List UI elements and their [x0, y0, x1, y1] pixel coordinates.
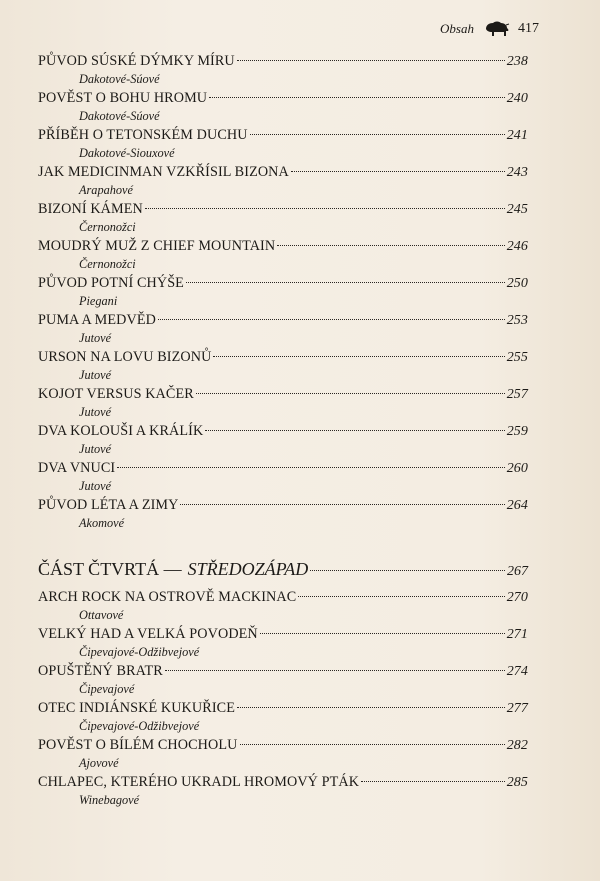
leader-dots: [180, 504, 504, 505]
toc-part-3: [38, 52, 528, 531]
table-of-contents: [38, 52, 528, 810]
leader-dots: [213, 356, 504, 357]
entry-tribe: Jutové: [79, 442, 112, 456]
leader-dots: [165, 670, 505, 671]
leader-dots: [237, 707, 505, 708]
toc-entry[interactable]: [38, 736, 528, 771]
entry-tribe: Dakotové-Súové: [79, 109, 160, 123]
entry-tribe: Piegani: [79, 294, 118, 308]
entry-line: [38, 422, 528, 441]
entry-line: [38, 385, 528, 404]
entry-tribe: Jutové: [79, 331, 112, 345]
entry-line: [38, 736, 528, 755]
leader-dots: [277, 245, 504, 246]
entry-tribe: Arapahové: [79, 183, 133, 197]
entry-line: [38, 699, 528, 718]
entry-page-number: 250: [506, 276, 528, 291]
toc-entry[interactable]: [38, 126, 528, 161]
entry-page-number: 274: [506, 664, 528, 679]
toc-entry[interactable]: [38, 237, 528, 272]
entry-page-number: 282: [506, 738, 528, 753]
entry-tribe: Jutové: [79, 405, 112, 419]
entry-line: [38, 773, 528, 792]
entry-title: POVĚST O BÍLÉM CHOCHOLU: [38, 737, 238, 753]
leader-dots: [237, 60, 505, 61]
entry-title: PŮVOD LÉTA A ZIMY: [38, 497, 179, 513]
toc-entry[interactable]: [38, 459, 528, 494]
toc-entry[interactable]: [38, 662, 528, 697]
entry-tribe: Ottavové: [79, 608, 124, 622]
toc-entry[interactable]: [38, 773, 528, 808]
entry-tribe: Winebagové: [79, 793, 140, 807]
entry-line: [38, 200, 528, 219]
entry-page-number: 270: [506, 590, 528, 605]
section-title: ČÁST ČTVRTÁ —: [38, 559, 182, 579]
entry-title: URSON NA LOVU BIZONŮ: [38, 349, 212, 365]
toc-entry[interactable]: [38, 625, 528, 660]
entry-tribe: Čipevajové-Odžibvejové: [79, 719, 200, 733]
entry-tribe: Čipevajové: [79, 682, 135, 696]
toc-entry[interactable]: [38, 588, 528, 623]
entry-tribe: Jutové: [79, 368, 112, 382]
entry-title: CHLAPEC, KTERÉHO UKRADL HROMOVÝ PTÁK: [38, 774, 360, 790]
entry-title: DVA VNUCI: [38, 460, 116, 476]
leader-dots: [158, 319, 505, 320]
entry-tribe: Ajovové: [79, 756, 119, 770]
toc-entry[interactable]: [38, 311, 528, 346]
bison-icon: [484, 20, 510, 38]
toc-entry[interactable]: [38, 422, 528, 457]
entry-line: [38, 89, 528, 108]
entry-line: [38, 496, 528, 515]
page-header: [440, 18, 590, 40]
entry-tribe: Jutové: [79, 479, 112, 493]
entry-tribe: Dakotové-Súové: [79, 72, 160, 86]
leader-dots: [291, 171, 505, 172]
entry-page-number: 240: [506, 91, 528, 106]
entry-title: VELKÝ HAD A VELKÁ POVODEŇ: [38, 626, 258, 642]
leader-dots: [196, 393, 505, 394]
toc-entry[interactable]: [38, 348, 528, 383]
entry-line: [38, 459, 528, 478]
leader-dots: [145, 208, 505, 209]
entry-tribe: Dakotové-Siouxové: [79, 146, 175, 160]
entry-title: KOJOT VERSUS KAČER: [38, 386, 194, 402]
leader-dots: [310, 570, 505, 571]
entry-page-number: 241: [506, 128, 528, 143]
page-number: 417: [517, 21, 539, 36]
entry-page-number: 259: [506, 424, 528, 439]
leader-dots: [260, 633, 505, 634]
entry-line: [38, 274, 528, 293]
entry-title: PŘÍBĚH O TETONSKÉM DUCHU: [38, 127, 248, 143]
entry-tribe: Černonožci: [79, 220, 136, 234]
entry-page-number: 255: [506, 350, 528, 365]
entry-line: [38, 348, 528, 367]
entry-title: PUMA A MEDVĚD: [38, 312, 156, 328]
entry-page-number: 246: [506, 239, 528, 254]
toc-entry[interactable]: [38, 52, 528, 87]
entry-tribe: Akomové: [79, 516, 125, 530]
entry-title: DVA KOLOUŠI A KRÁLÍK: [38, 423, 204, 439]
entry-title: BIZONÍ KÁMEN: [38, 201, 143, 217]
section-heading[interactable]: [38, 557, 528, 584]
entry-title: OTEC INDIÁNSKÉ KUKUŘICE: [38, 700, 235, 716]
toc-entry[interactable]: [38, 385, 528, 420]
running-title: Obsah: [440, 21, 474, 36]
entry-line: [38, 163, 528, 182]
entry-line: [38, 588, 528, 607]
entry-page-number: 260: [506, 461, 528, 476]
entry-page-number: 257: [506, 387, 528, 402]
leader-dots: [205, 430, 504, 431]
entry-title: ARCH ROCK NA OSTROVĚ MACKINAC: [38, 589, 297, 605]
entry-line: [38, 52, 528, 71]
entry-line: [38, 311, 528, 330]
toc-entry[interactable]: [38, 699, 528, 734]
toc-entry[interactable]: [38, 89, 528, 124]
entry-tribe: Černonožci: [79, 257, 136, 271]
leader-dots: [361, 781, 505, 782]
leader-dots: [117, 467, 504, 468]
entry-title: JAK MEDICINMAN VZKŘÍSIL BIZONA: [38, 164, 289, 180]
entry-page-number: 264: [506, 498, 528, 513]
entry-page-number: 253: [506, 313, 528, 328]
entry-title: PŮVOD SÚSKÉ DÝMKY MÍRU: [38, 53, 235, 69]
toc-entry[interactable]: [38, 274, 528, 309]
entry-page-number: 245: [506, 202, 528, 217]
entry-page-number: 238: [506, 54, 528, 69]
entry-title: OPUŠTĚNÝ BRATR: [38, 663, 163, 679]
leader-dots: [298, 596, 504, 597]
entry-page-number: 271: [506, 627, 528, 642]
entry-line: [38, 237, 528, 256]
entry-line: [38, 625, 528, 644]
entry-title: PŮVOD POTNÍ CHÝŠE: [38, 275, 184, 291]
entry-title: POVĚST O BOHU HROMU: [38, 90, 208, 106]
entry-page-number: 285: [506, 775, 528, 790]
leader-dots: [186, 282, 505, 283]
leader-dots: [240, 744, 505, 745]
entry-line: [38, 662, 528, 681]
toc-entry[interactable]: [38, 200, 528, 235]
section-subtitle: STŘEDOZÁPAD: [187, 559, 309, 579]
entry-page-number: 277: [506, 701, 528, 716]
toc-entry[interactable]: [38, 163, 528, 198]
entry-tribe: Čipevajové-Odžibvejové: [79, 645, 200, 659]
toc-part-4: [38, 588, 528, 808]
toc-entry[interactable]: [38, 496, 528, 531]
leader-dots: [209, 97, 505, 98]
entry-line: [38, 126, 528, 145]
section-page: 267: [507, 564, 528, 579]
entry-title: MOUDRÝ MUŽ Z CHIEF MOUNTAIN: [38, 238, 276, 254]
leader-dots: [250, 134, 505, 135]
entry-page-number: 243: [506, 165, 528, 180]
